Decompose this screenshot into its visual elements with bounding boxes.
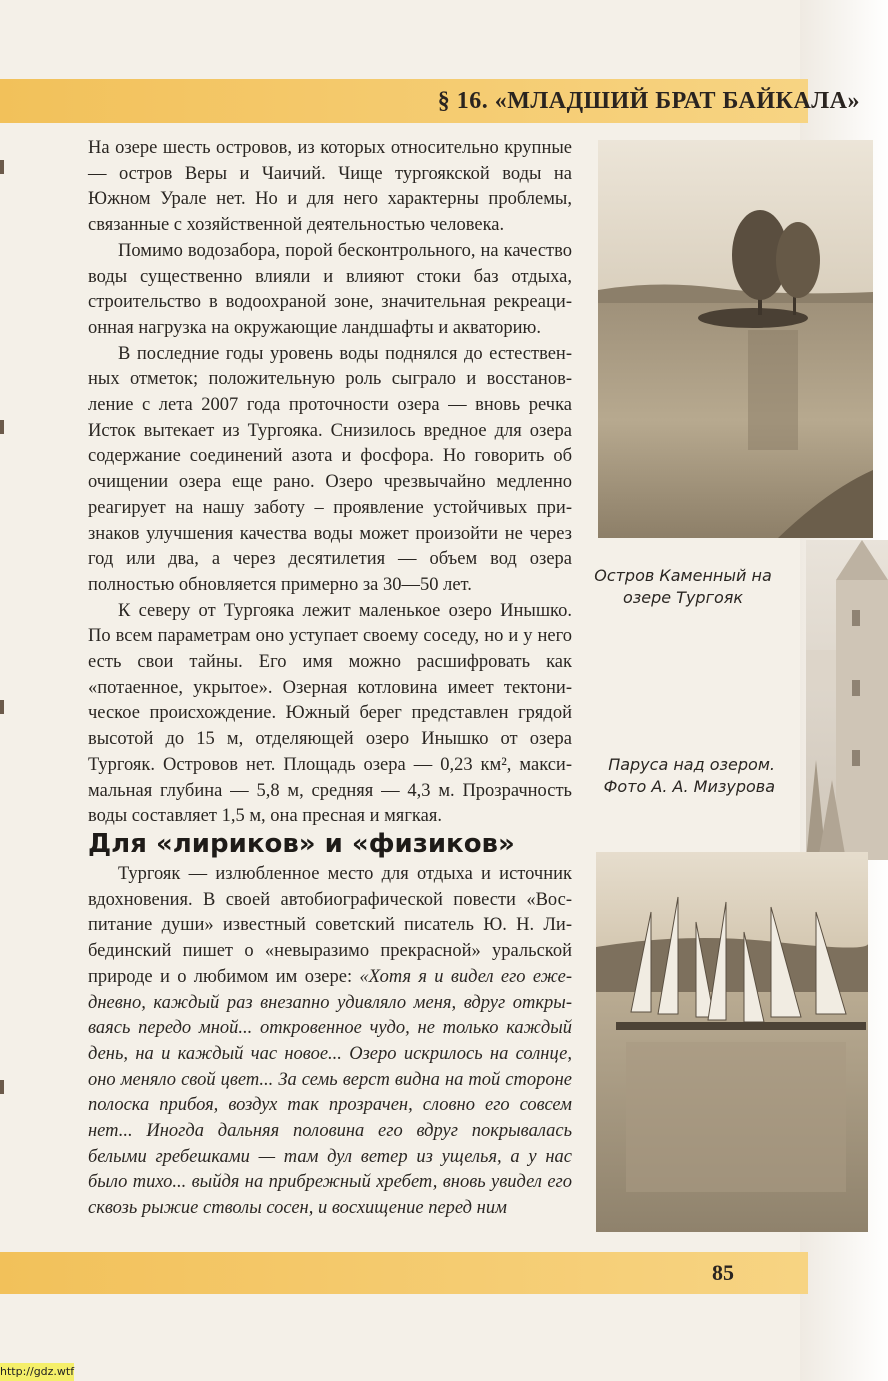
section-paragraph <box>88 862 572 1222</box>
photo-stone-island-image <box>598 140 873 538</box>
footer-band <box>0 1252 808 1294</box>
photo-sails <box>596 852 868 1232</box>
paragraph-1: На озере шесть островов, из которых относительно крупные — остров Веры и Чаичий. Чище тургоякской воды на Южном Урале нет. Но и для него характерны проблемы, связанные с хозяйственной деятельностью человека. <box>88 138 572 236</box>
bell-tower-graphic <box>806 540 888 860</box>
section-quote: «Хотя я и видел его ежедневно, каждый раз внезапно удивляло меня, вдруг открываясь передо мной... откровенное чудо, не только каждый день, на и каждый час новое... Озеро искрилось на солнце, оно меняло свой цвет... За семь верст видна на той стороне полоска прибоя, воздух так прозрачен, словно его совсем нет... Иногда дальняя половина его вдруг покрывалась белыми гребешками — там дул ветер из ущелья, а у нас было тихо... выйдя на прибрежный хребет, вновь увидел его сквозь рыжие стволы сосен, и восхищение перед ним <box>88 966 572 1219</box>
margin-mark <box>0 160 4 174</box>
margin-mark <box>0 700 4 714</box>
margin-mark <box>0 1080 4 1094</box>
section-heading: Для «лириков» и «физиков» <box>88 829 515 859</box>
section-text-plain: Тургояк — излюбленное место для отдыха и источник вдохновения. В своей автобиографической повести «Воспитание души» известный советский писатель Ю. Н. Либединский пишет о «невыразимо прекрасной» уральской природе и о любимом им озере: <box>88 864 572 987</box>
paragraph-2: Помимо водозабора, порой бесконтрольного, на качество воды существенно влияли и влияют стоки баз отдыха, строительство в водоохраной зоне, значительная рекреационная нагрузка на окружающие ландшафты и акваторию. <box>88 240 572 338</box>
bell-tower-image <box>806 540 888 860</box>
caption-sails: Паруса над озером. Фото А. А. Мизурова <box>603 755 775 796</box>
section-text <box>88 862 572 1222</box>
caption-stone-island: Остров Каменный на озере Тургояк <box>594 566 772 607</box>
paragraph-3: В последние годы уровень воды поднялся до естественных отметок; положительную роль сыграло и восстановление с лета 2007 года проточности озера — вновь речка Исток вытекает из Тургояка. Снизилось вредное для озера содержание соединений азота и фосфора. Но говорить об очищении озера еще рано. Озеро чрезвычайно медленно реагирует на нашу заботу – проявление устойчивых признаков улучшения качества воды может произойти не через год или два, а через десятилетия — объем вод озера полностью обновляется примерно за 30—50 лет. <box>88 343 572 595</box>
paragraph-4: К северу от Тургояка лежит маленькое озеро Инышко. По всем параметрам оно уступает своему соседу, но и у него есть свои тайны. Его имя можно расшифровать как «потаенное, укрытое». Озерная котловина имеет тектоническое происхождение. Южный берег представлен грядой высотой до 15 м, отделяющей озеро Инышко от озера Тургояк. Островов нет. Площадь озера — 0,23 км², максимальная глубина — 5,8 м, средняя — 4,3 м. Прозрачность воды составляет 1,5 м, она пресная и мягкая. <box>88 600 572 827</box>
watermark-badge: http://gdz.wtf <box>0 1363 74 1381</box>
page-title: § 16. «МЛАДШИЙ БРАТ БАЙКАЛА» <box>437 88 860 114</box>
margin-mark <box>0 420 4 434</box>
main-text <box>88 136 572 830</box>
photo-stone-island <box>598 140 873 538</box>
page-number: 85 <box>712 1260 734 1285</box>
photo-sails-image <box>596 852 868 1232</box>
